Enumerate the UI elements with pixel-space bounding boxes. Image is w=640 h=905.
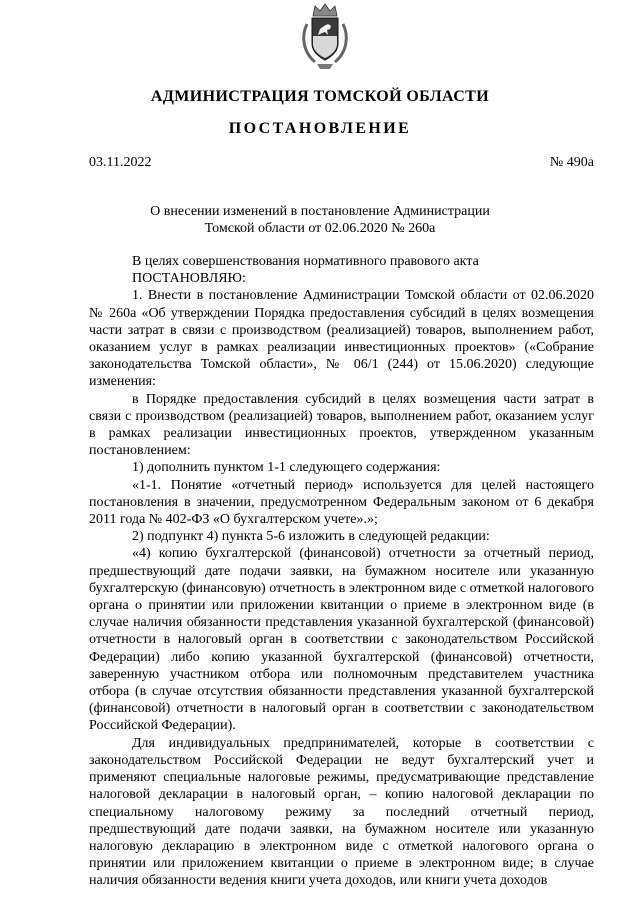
preamble-paragraph: В целях совершенствования нормативного правового акта [132, 254, 479, 269]
subject-line-2: Томской области от 02.06.2020 № 260а [204, 221, 436, 236]
subclause-2-text-paragraph: «4) копию бухгалтерской (финансовой) отчетности за отчетный период, предшествующий дате подачи заявки, на бумажном носителе или указанную бухгалтерскую (финансовую) отчетность в электронном виде с отметкой налогового органа о принятии или приложении квитанции о приеме в электронном виде (в случае наличия обязанности представления указанной бухгалтерской (финансовой) отчетности в налоговый орган в соответствии с законодательством Российской Федерации) либо копию указанной бухгалтерской (финансовой) отчетности, заверенную участником отбора или полномочным представителем участника отбора (в случае отсутствия обязанности представления указанной бухгалтерской (финансовой) отчетности в налоговый орган в соответствии с законодательством Российской Федерации). [89, 546, 594, 734]
organization-title: АДМИНИСТРАЦИЯ ТОМСКОЙ ОБЛАСТИ [150, 88, 490, 105]
document-date: 03.11.2022 [89, 155, 152, 170]
document-subject [150, 203, 490, 237]
subclause-2-paragraph: 2) подпункт 4) пункта 5-6 изложить в следующей редакции: [132, 529, 490, 545]
subject-line-1: О внесении изменений в постановление Администрации [150, 204, 490, 219]
amendment-intro-paragraph: в Порядке предоставления субсидий в целях возмещения части затрат в связи с производством (реализацией) товаров, выполнением работ, оказанием услуг в рамках реализации инвестиционных проектов, утвержденном указанным постановлением: [89, 391, 594, 459]
resolution-heading: ПОСТАНОВЛЯЮ: [132, 271, 246, 287]
clause-1-paragraph: 1. Внести в постановление Администрации Томской области от 02.06.2020 № 260а «Об утверждении Порядка предоставления субсидий в целях возмещения части затрат в связи с производством (реализацией) товаров, выполнением работ, оказанием услуг в рамках реализации инвестиционных проектов» («Собрание законодательства Томской области», № 06/1 (244) от 15.06.2020) следующие изменения: [89, 288, 594, 390]
document-number: № 490а [549, 155, 594, 170]
entrepreneurs-paragraph: Для индивидуальных предпринимателей, которые в соответствии с законодательством Российской Федерации не ведут бухгалтерский учет и применяют специальные налоговые режимы, предусматривающие представление налоговой декларации в налоговый орган, – копию налоговой декларации по специальному налоговому режиму за последний отчетный период, предшествующий дате подачи заявки, на бумажном носителе или указанную налоговую декларацию в электронном виде с отметкой налогового органа о принятии или приложением квитанции о приеме в электронном виде; в случае наличия обязанности ведения книги учета доходов, или книги учета доходов [89, 735, 594, 889]
document-body [89, 253, 594, 890]
document-type: ПОСТАНОВЛЕНИЕ [228, 120, 412, 137]
subclause-1-paragraph: 1) дополнить пунктом 1-1 следующего содержания: [132, 460, 441, 476]
tomsk-coat-of-arms-icon [297, 2, 353, 72]
subclause-1-text-paragraph: «1-1. Понятие «отчетный период» используется для целей настоящего постановления в значении, предусмотренном Федеральным законом от 6 декабря 2011 года № 402-ФЗ «О бухгалтерском учете».»; [89, 477, 594, 528]
